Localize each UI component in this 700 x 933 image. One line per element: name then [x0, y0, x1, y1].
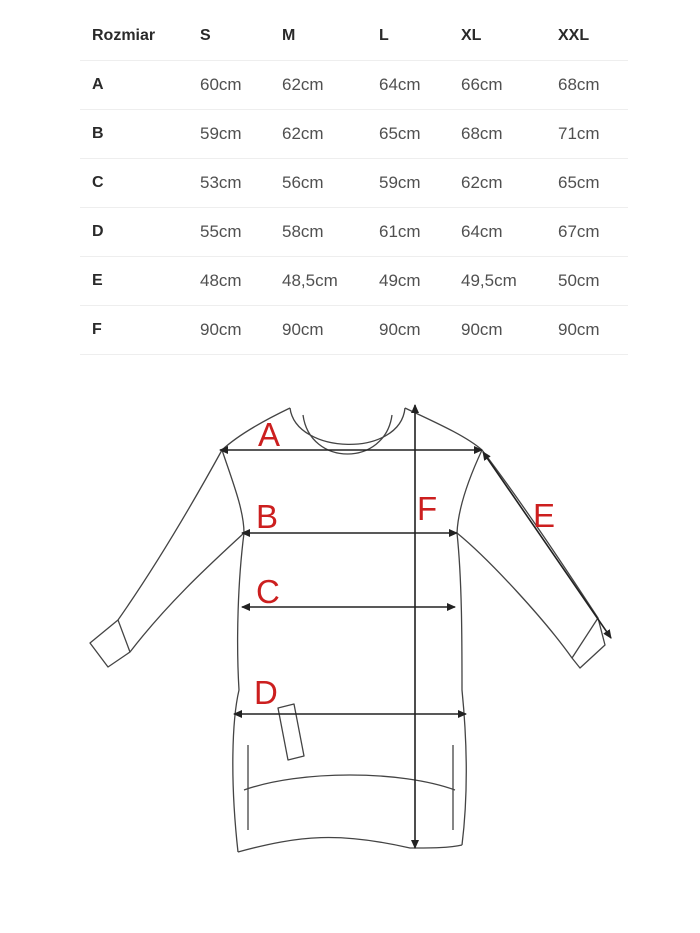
- table-cell: 62cm: [282, 110, 379, 159]
- label-e: E: [533, 497, 556, 534]
- size-table: [80, 12, 628, 355]
- table-cell: 48cm: [200, 257, 282, 306]
- table-cell: 49cm: [379, 257, 461, 306]
- table-row: [80, 159, 628, 208]
- table-cell: 65cm: [558, 159, 628, 208]
- right-sleeve: [457, 450, 605, 668]
- pocket-outline: [278, 704, 304, 760]
- measurement-labels: [254, 416, 555, 711]
- label-f: F: [417, 490, 438, 527]
- right-side-seam: [457, 450, 482, 845]
- left-cuff-seam: [118, 620, 130, 652]
- row-label: D: [80, 208, 200, 257]
- table-cell: 60cm: [200, 61, 282, 110]
- dress-outline: [90, 408, 605, 852]
- label-a: A: [258, 416, 281, 453]
- right-cuff-seam: [572, 618, 598, 658]
- table-header-row: [80, 12, 628, 61]
- table-cell: 68cm: [558, 61, 628, 110]
- table-row: [80, 110, 628, 159]
- table-cell: 65cm: [379, 110, 461, 159]
- table-cell: 90cm: [558, 306, 628, 355]
- table-cell: 90cm: [461, 306, 558, 355]
- row-label: A: [80, 61, 200, 110]
- table-cell: 53cm: [200, 159, 282, 208]
- table-cell: 59cm: [200, 110, 282, 159]
- right-shoulder: [405, 408, 482, 450]
- label-b: B: [256, 498, 279, 535]
- table-cell: 49,5cm: [461, 257, 558, 306]
- table-cell: 62cm: [282, 61, 379, 110]
- table-cell: 59cm: [379, 159, 461, 208]
- measurement-lines: [220, 405, 611, 848]
- label-c: C: [256, 573, 280, 610]
- label-d: D: [254, 674, 278, 711]
- row-label: B: [80, 110, 200, 159]
- header-size-xl: XL: [461, 12, 558, 61]
- table-cell: 64cm: [461, 208, 558, 257]
- left-side-seam: [222, 450, 244, 852]
- header-size-xxl: XXL: [558, 12, 628, 61]
- table-cell: 90cm: [200, 306, 282, 355]
- table-cell: 62cm: [461, 159, 558, 208]
- table-cell: 68cm: [461, 110, 558, 159]
- hem-band-seam: [244, 775, 455, 790]
- garment-measurement-diagram: [0, 360, 700, 933]
- row-label: F: [80, 306, 200, 355]
- left-sleeve: [90, 450, 244, 667]
- row-label: C: [80, 159, 200, 208]
- table-cell: 90cm: [379, 306, 461, 355]
- table-cell: 50cm: [558, 257, 628, 306]
- table-row: [80, 257, 628, 306]
- neckline: [303, 415, 392, 454]
- table-row: [80, 208, 628, 257]
- measure-line-e: [483, 452, 611, 638]
- hem-outline: [238, 837, 462, 852]
- table-cell: 58cm: [282, 208, 379, 257]
- table-cell: 67cm: [558, 208, 628, 257]
- row-label: E: [80, 257, 200, 306]
- table-cell: 61cm: [379, 208, 461, 257]
- table-cell: 71cm: [558, 110, 628, 159]
- collar-outline: [290, 408, 405, 444]
- header-size-s: S: [200, 12, 282, 61]
- table-cell: 55cm: [200, 208, 282, 257]
- table-row: [80, 61, 628, 110]
- table-cell: 64cm: [379, 61, 461, 110]
- table-cell: 66cm: [461, 61, 558, 110]
- table-cell: 56cm: [282, 159, 379, 208]
- header-size-l: L: [379, 12, 461, 61]
- table-row: [80, 306, 628, 355]
- table-cell: 90cm: [282, 306, 379, 355]
- table-cell: 48,5cm: [282, 257, 379, 306]
- header-rozmiar: Rozmiar: [80, 12, 200, 61]
- header-size-m: M: [282, 12, 379, 61]
